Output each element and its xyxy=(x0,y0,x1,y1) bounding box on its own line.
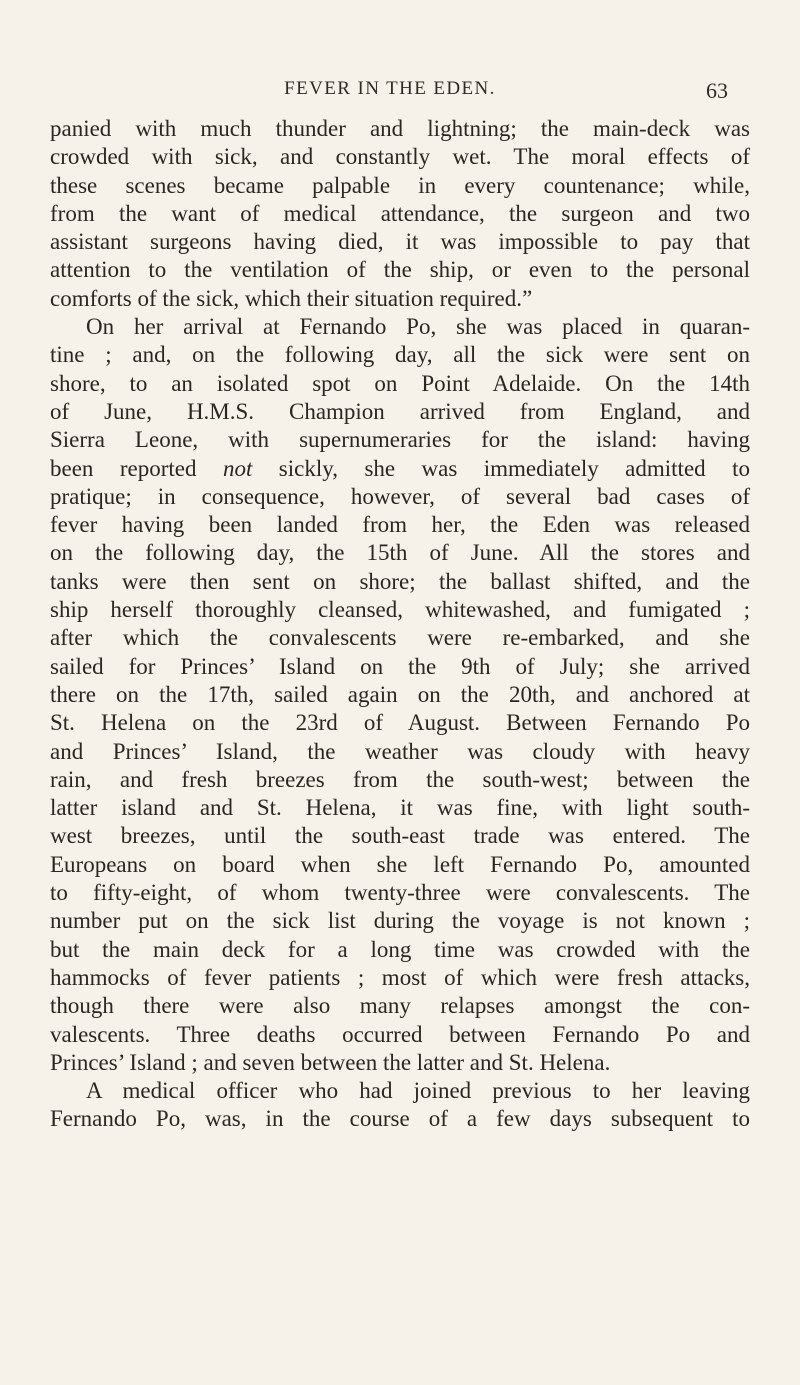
text-line: Sierra Leone, with supernumeraries for the island: having xyxy=(50,427,750,453)
text-line: sailed for Princes’ Island on the 9th of July; she arrived xyxy=(50,653,750,679)
text-segment: been reported xyxy=(50,455,223,481)
text-line: rain, and fresh breezes from the south-west; between the xyxy=(50,766,750,792)
text-line: A medical officer who had joined previous to her leaving xyxy=(86,1078,750,1104)
italic-emphasis: not xyxy=(222,455,253,481)
text-line: Fernando Po, was, in the course of a few days subsequent to xyxy=(50,1106,750,1132)
text-line: panied with much thunder and lightning; the main-deck was xyxy=(50,116,750,141)
text-line: tanks were then sent on shore; the ballast shifted, and the xyxy=(50,568,750,594)
text-line: from the want of medical attendance, the surgeon and two xyxy=(50,200,750,226)
running-title: FEVER IN THE EDEN. xyxy=(284,78,496,99)
text-line: On her arrival at Fernando Po, she was placed in quaran- xyxy=(86,314,750,340)
text-line: on the following day, the 15th of June. All the stores and xyxy=(50,540,750,566)
text-line: shore, to an isolated spot on Point Adelaide. On the 14th xyxy=(50,370,750,396)
text-line: these scenes became palpable in every countenance; while, xyxy=(50,172,750,198)
text-line: number put on the sick list during the voyage is not known ; xyxy=(50,908,750,934)
text-line: attention to the ventilation of the ship, or even to the personal xyxy=(50,257,750,283)
text-line: west breezes, until the south-east trade was entered. The xyxy=(50,823,750,849)
running-header xyxy=(40,78,740,108)
text-line: St. Helena on the 23rd of August. Between Fernando Po xyxy=(50,710,750,736)
text-line: after which the convalescents were re-embarked, and she xyxy=(50,625,750,651)
text-line: ship herself thoroughly cleansed, whitewashed, and fumigated ; xyxy=(50,597,750,623)
text-line: Princes’ Island ; and seven between the latter and St. Helena. xyxy=(50,1049,611,1075)
text-line: but the main deck for a long time was crowded with the xyxy=(50,936,750,962)
text-line: there on the 17th, sailed again on the 20th, and anchored at xyxy=(50,681,750,707)
text-line: tine ; and, on the following day, all the sick were sent on xyxy=(50,342,750,368)
body-text xyxy=(50,115,750,1134)
text-line: to fifty-eight, of whom twenty-three were convalescents. The xyxy=(50,880,750,906)
text-line: valescents. Three deaths occurred between Fernando Po and xyxy=(50,1021,750,1047)
text-line xyxy=(50,455,750,483)
text-line: pratique; in consequence, however, of several bad cases of xyxy=(50,483,750,509)
text-line: fever having been landed from her, the Eden was released xyxy=(50,512,750,538)
text-line: and Princes’ Island, the weather was cloudy with heavy xyxy=(50,738,750,764)
text-line: hammocks of fever patients ; most of which were fresh attacks, xyxy=(50,964,750,990)
text-line: though there were also many relapses amongst the con- xyxy=(50,993,750,1019)
page-number: 63 xyxy=(706,78,728,103)
text-line: Europeans on board when she left Fernando Po, amounted xyxy=(50,851,750,877)
text-line: assistant surgeons having died, it was impossible to pay that xyxy=(50,229,750,255)
text-line: crowded with sick, and constantly wet. The moral effects of xyxy=(50,144,750,170)
text-line: of June, H.M.S. Champion arrived from England, and xyxy=(50,398,750,424)
text-line: latter island and St. Helena, it was fine, with light south- xyxy=(50,795,750,821)
text-segment: sickly, she was immediately admitted to xyxy=(252,455,750,481)
text-line: comforts of the sick, which their situation required.” xyxy=(50,285,533,311)
